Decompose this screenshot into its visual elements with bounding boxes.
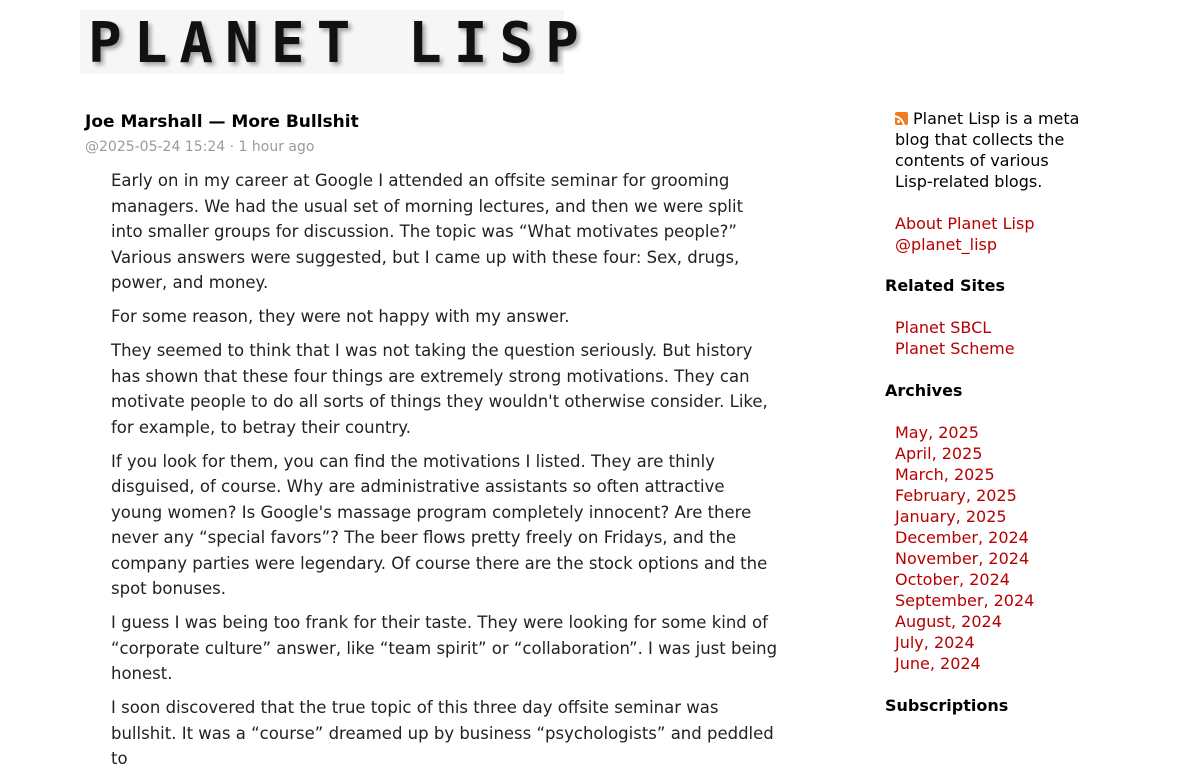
post-timestamp-link[interactable]: @2025-05-24 15:24 <box>85 139 226 155</box>
archive-link[interactable]: January, 2025 <box>895 507 1007 526</box>
site-logo[interactable] <box>80 10 591 76</box>
about-planet-lisp-link[interactable]: About Planet Lisp <box>895 214 1035 233</box>
post-body <box>111 168 779 772</box>
post-paragraph: I soon discovered that the true topic of this three day offsite seminar was bullshit. It was a “course” dreamed up by business “psychologists” and peddled to <box>111 698 774 768</box>
archive-link[interactable]: October, 2024 <box>895 570 1010 589</box>
archive-link[interactable]: March, 2025 <box>895 465 995 484</box>
post-relative-time: 1 hour ago <box>238 139 315 155</box>
post-paragraph: For some reason, they were not happy with my answer. <box>111 307 570 326</box>
archive-link[interactable]: May, 2025 <box>895 423 979 442</box>
post-paragraph: Early on in my career at Google I attended an offsite seminar for grooming managers. We had the usual set of morning lectures, and then we were split into smaller groups for discussion. The topic was “What motivates people?” Various answers were suggested, but I came up with these four: Sex, drugs, power, and money. <box>111 171 744 292</box>
post-paragraph: If you look for them, you can find the motivations I listed. They are thinly disguised, of course. Why are administrative assistants so often attractive young women? Is Google's massage program completely innocent? Are there never any “special favors”? The beer flows pretty freely on Fridays, and the company parties were legendary. Of course there are the stock options and the spot bonuses. <box>111 451 768 598</box>
archive-link[interactable]: September, 2024 <box>895 591 1035 610</box>
twitter-link[interactable]: @planet_lisp <box>895 235 998 254</box>
post-paragraph: I guess I was being too frank for their taste. They were looking for some kind of “corporate culture” answer, like “team spirit” or “collaboration”. I was just being honest. <box>111 613 778 683</box>
related-site-link[interactable]: Planet Scheme <box>895 339 1015 358</box>
archive-link[interactable]: June, 2024 <box>895 654 981 673</box>
archive-link[interactable]: February, 2025 <box>895 486 1017 505</box>
related-site-link[interactable]: Planet SBCL <box>895 318 992 337</box>
subscriptions-heading: Subscriptions <box>885 696 1009 715</box>
archives-heading: Archives <box>885 381 963 400</box>
post-title[interactable]: Joe Marshall — More Bullshit <box>85 112 359 132</box>
related-sites-heading: Related Sites <box>885 276 1006 295</box>
archive-link[interactable]: July, 2024 <box>895 633 975 652</box>
archive-link[interactable]: December, 2024 <box>895 528 1029 547</box>
archive-link[interactable]: August, 2024 <box>895 612 1002 631</box>
sidebar-intro <box>895 108 1087 192</box>
archive-link[interactable]: April, 2025 <box>895 444 983 463</box>
main-content <box>85 108 785 780</box>
post-paragraph: They seemed to think that I was not taking the question seriously. But history has shown that these four things are extremely strong motivations. They can motivate people to do all sorts of things they wouldn't otherwise consider. Like, for example, to betray their country. <box>111 341 768 437</box>
sidebar <box>885 108 1095 716</box>
post-meta <box>85 138 785 156</box>
intro-text: Planet Lisp is a meta blog that collects the contents of various Lisp-related blogs. <box>895 109 1080 191</box>
related-sites-list <box>895 317 1095 359</box>
about-links <box>895 213 1095 255</box>
rss-feed-icon[interactable] <box>895 112 908 125</box>
archives-list <box>895 422 1095 674</box>
meta-separator: · <box>225 139 239 155</box>
archive-link[interactable]: November, 2024 <box>895 549 1030 568</box>
logo-text: PLANET LISP <box>88 11 591 76</box>
